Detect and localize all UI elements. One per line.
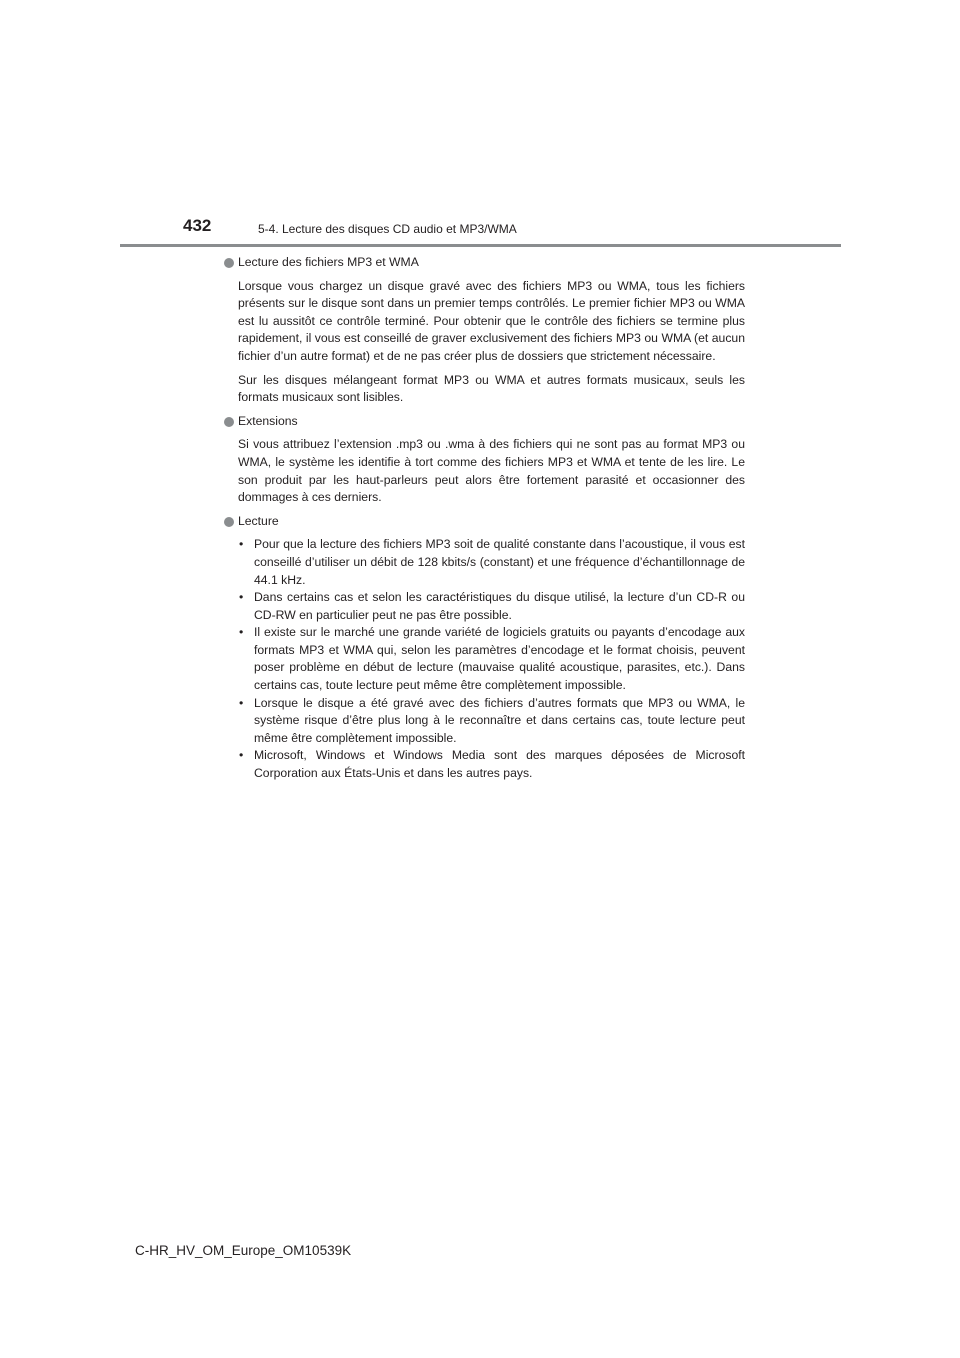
document-code-footer: C-HR_HV_OM_Europe_OM10539K <box>135 1243 352 1258</box>
bullet-mark: • <box>239 590 244 605</box>
bullet-circle-icon <box>224 417 234 427</box>
paragraph: Sur les disques mélangeant format MP3 ou WMA et autres formats musicaux, seuls les formats musicaux sont lisibles. <box>238 372 745 405</box>
section-heading <box>222 254 745 272</box>
main-content <box>222 254 745 789</box>
list-item-text: Dans certains cas et selon les caractéristiques du disque utilisé, la lecture d’un CD-R ou CD-RW en particulier peut ne pas être possible. <box>254 590 745 622</box>
list-item <box>238 695 745 748</box>
section-mp3-wma-reading <box>222 254 745 407</box>
list-item <box>238 624 745 694</box>
bullet-mark: • <box>239 695 244 710</box>
bullet-mark: • <box>239 537 244 552</box>
list-item <box>238 589 745 624</box>
section-title: 5-4. Lecture des disques CD audio et MP3/WMA <box>258 222 517 236</box>
section-extensions <box>222 413 745 507</box>
list-item-text: Lorsque le disque a été gravé avec des fichiers d’autres formats que MP3 ou WMA, le système risque d’être plus long à le reconnaître et dans certains cas, toute lecture peut même être complètement impossible. <box>254 695 745 745</box>
section-heading <box>222 513 745 531</box>
list-item-text: Microsoft, Windows et Windows Media sont des marques déposées de Microsoft Corporation aux États-Unis et dans les autres pays. <box>254 748 745 781</box>
list-item-text: Il existe sur le marché une grande variété de logiciels gratuits ou payants d’encodage aux formats MP3 et WMA qui, selon les paramètres d’encodage et le format choisis, peuvent poser problème en début de lecture (mauvaise qualité acoustique, parasites, etc.). Dans certains cas, toute lecture peut même être complètement impossible. <box>254 625 745 693</box>
bullet-mark: • <box>239 748 244 763</box>
list-item-text: Pour que la lecture des fichiers MP3 soit de qualité constante dans l’acoustique, il vous est conseillé d’utiliser un débit de 128 kbits/s (constant) et une fréquence d’échantillonnage de 44.1 kHz. <box>254 537 745 587</box>
bullet-list <box>222 536 745 782</box>
bullet-mark: • <box>239 625 244 640</box>
section-heading-label: Lecture des fichiers MP3 et WMA <box>238 255 419 269</box>
section-heading <box>222 413 745 431</box>
section-heading-label: Extensions <box>238 413 298 428</box>
paragraph: Si vous attribuez l’extension .mp3 ou .wma à des fichiers qui ne sont pas au format MP3 ou WMA, le système les identifie à tort comme des fichiers MP3 et WMA et tente de les lire. Le son produit par les haut-parleurs peut alors être fortement parasité et occasionner des dommages à ces derniers. <box>238 437 745 505</box>
header-divider <box>120 244 841 247</box>
bullet-circle-icon <box>224 258 234 268</box>
page-number: 432 <box>183 216 212 235</box>
list-item <box>238 536 745 589</box>
bullet-circle-icon <box>224 517 234 527</box>
paragraph: Lorsque vous chargez un disque gravé avec des fichiers MP3 ou WMA, tous les fichiers présents sur le disque sont dans un premier temps contrôlés. Le premier fichier MP3 ou WMA est lu aussitôt ce contrôle terminé. Pour obtenir que le contrôle des fichiers se termine plus rapidement, il vous est conseillé de graver exclusivement des fichiers MP3 ou WMA (et aucun fichier d’un autre format) et de ne pas créer plus de dossiers que strictement nécessaire. <box>238 278 745 363</box>
list-item <box>238 747 745 782</box>
section-heading-label: Lecture <box>238 513 279 528</box>
section-lecture <box>222 513 745 783</box>
